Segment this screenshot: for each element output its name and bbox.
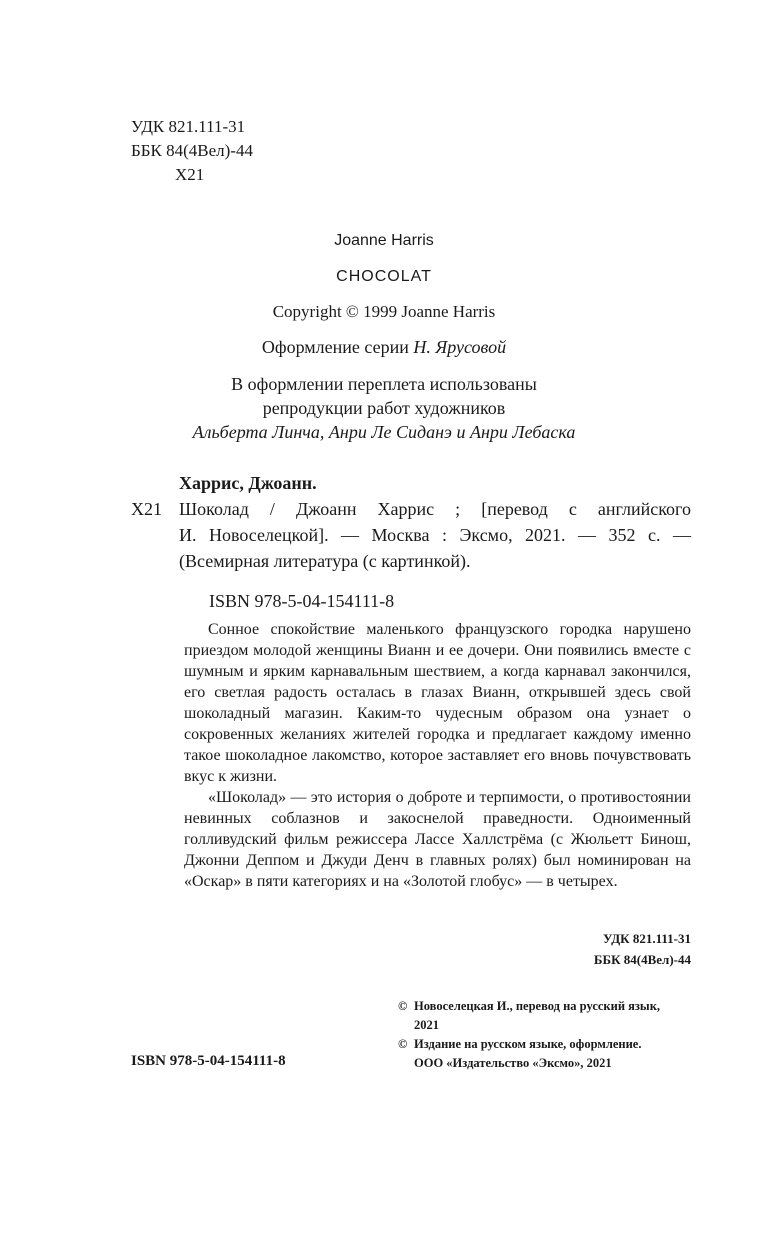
- footer-codes: [594, 928, 691, 970]
- bib-line-1: Шоколад / Джоанн Харрис ; [перевод с английского: [179, 499, 691, 519]
- copyright-block: [398, 997, 698, 1073]
- series-designer: Н. Ярусовой: [413, 337, 507, 357]
- series-design-label: Оформление серии: [261, 337, 409, 357]
- bibliographic-record: [131, 470, 691, 614]
- cover-note-artists: Альберта Линча, Анри Ле Сиданэ и Анри Лебаска: [192, 422, 576, 442]
- footer-bbk: ББК 84(4Вел)-44: [593, 952, 691, 967]
- cover-note: [150, 372, 618, 444]
- bib-heading: Харрис, Джоанн.: [179, 473, 317, 493]
- copyright-spacer: [398, 1016, 414, 1035]
- annotation-paragraph-2: «Шоколад» — это история о доброте и терпимости, о противостоянии невинных соблазнов и закоснелой праведности. Одноименный голливудский фильм режиссера Лассе Халлстрёма (с Жюльетт Бинош, Джонни Деппом и Джуди Денч в главных ролях) был номинирован на «Оскар» в пяти категориях и на «Золотой глобус» — в четырех.: [184, 789, 691, 890]
- edition-line-1: Издание на русском языке, оформление.: [414, 1037, 642, 1051]
- annotation: [184, 619, 691, 892]
- series-design: [150, 337, 618, 358]
- original-author: Joanne Harris: [334, 232, 434, 249]
- bib-isbn: ISBN 978-5-04-154111-8: [209, 591, 395, 611]
- copyright-translation-cont: [398, 1016, 698, 1035]
- copyright-line: Copyright © 1999 Joanne Harris: [272, 302, 496, 321]
- copyright-edition: [398, 1035, 698, 1054]
- translation-line-1: Новоселецкая И., перевод на русский язык,: [414, 999, 661, 1013]
- bib-line-2: И. Новоселецкой]. — Москва : Эксмо, 2021. — 352 с. —: [179, 525, 691, 545]
- copyright-symbol: ©: [398, 999, 408, 1013]
- edition-line-2: ООО «Издательство «Эксмо», 2021: [414, 1056, 612, 1070]
- translation-line-2: 2021: [414, 1018, 439, 1032]
- annotation-paragraph-1: Сонное спокойствие маленького французского городка нарушено приездом молодой женщины Вианн и ее дочери. Они появились вместе с шумным и ярким карнавальным шествием, а когда карнавал закончился, его светлая радость осталась в глазах Вианн, открывшей здесь свой шоколадный магазин. Каким-то чудесным образом она узнает о сокровенных желаниях жителей городка и предлагает каждому именно такое шоколадное лакомство, которое заставляет его вновь почувствовать вкус к жизни.: [184, 621, 691, 785]
- copyright-symbol: ©: [398, 1037, 408, 1051]
- catalog-codes: [131, 115, 253, 187]
- author-mark: Х21: [175, 165, 205, 184]
- footer-udk: УДК 821.111-31: [603, 931, 691, 946]
- copyright-translation: [398, 997, 698, 1016]
- bib-row-1: [131, 496, 691, 522]
- udk-code: УДК 821.111-31: [131, 117, 246, 136]
- copyright-spacer: [398, 1054, 414, 1073]
- bib-line-3: (Всемирная литература (с картинкой).: [179, 551, 471, 571]
- original-title: CHOCOLAT: [336, 268, 432, 285]
- isbn-bottom: ISBN 978-5-04-154111-8: [131, 1053, 286, 1069]
- bib-code: Х21: [131, 499, 162, 519]
- cover-note-line1: В оформлении переплета использованы: [231, 374, 537, 394]
- bbk-code: ББК 84(4Вел)-44: [131, 141, 253, 160]
- copyright-edition-cont: [398, 1054, 698, 1073]
- cover-note-line2: репродукции работ художников: [262, 398, 506, 418]
